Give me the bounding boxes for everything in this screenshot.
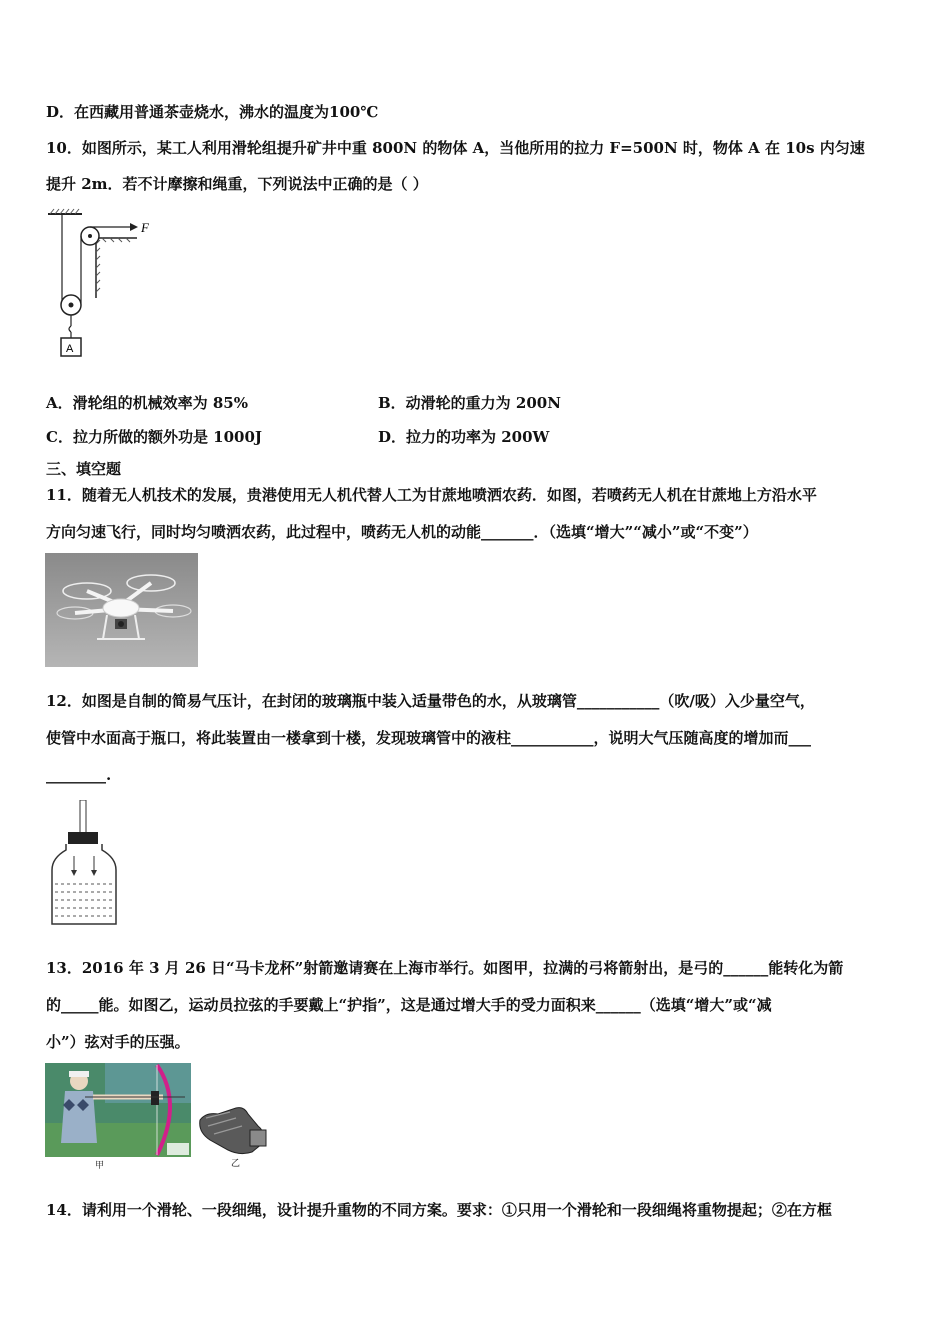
q9-option-d: D．在西藏用普通茶壶烧水，沸水的温度为100℃ [46, 103, 379, 121]
q10-option-d: D．拉力的功率为 200W [378, 428, 550, 446]
q10-option-a: A．滑轮组的机械效率为 85% [46, 394, 248, 412]
section-title: 三、填空题 [46, 460, 122, 478]
force-label-f: F [141, 220, 149, 235]
finger-guard-glove-figure [196, 1100, 272, 1158]
q13-text-line2: 的_____能。如图乙，运动员拉弦的手要戴上“护指”，这是通过增大手的受力面积来______（选填“增大”或“减 [46, 996, 772, 1014]
q12-text-line3: ________. [46, 766, 112, 784]
q11-text-line2: 方向匀速飞行，同时均匀喷洒农药，此过程中，喷药无人机的动能_______．（选填“增大”“减小”或“不变”） [46, 523, 758, 541]
q13-text-line1: 13．2016 年 3 月 26 日“马卡龙杯”射箭邀请赛在上海市举行。如图甲，拉满的弓将箭射出，是弓的______能转化为箭 [46, 959, 844, 977]
q10-text-line2: 提升 2m．若不计摩擦和绳重，下列说法中正确的是（ ） [46, 175, 428, 193]
q14-text-line1: 14．请利用一个滑轮、一段细绳，设计提升重物的不同方案。要求：①只用一个滑轮和一段细绳将重物提起；②在方框 [46, 1201, 832, 1219]
q10-option-c: C．拉力所做的额外功是 1000J [46, 428, 263, 446]
q10-option-b: B．动滑轮的重力为 200N [378, 394, 561, 412]
block-a-label: A [66, 343, 74, 355]
q10-text-line1: 10．如图所示，某工人利用滑轮组提升矿井中重 800N 的物体 A，当他所用的拉力 F=500N 时，物体 A 在 10s 内匀速 [46, 139, 865, 157]
q12-text-line2: 使管中水面高于瓶口，将此装置由一楼拿到十楼，发现玻璃管中的液柱___________，说明大气压随高度的增加而___ [46, 729, 812, 747]
q11-text-line1: 11．随着无人机技术的发展，贵港使用无人机代替人工为甘蔗地喷洒农药．如图，若喷药无人机在甘蔗地上方沿水平 [46, 486, 817, 504]
caption-yi: 乙 [231, 1159, 241, 1169]
drone-photo [45, 553, 198, 667]
q13-text-line3: 小”）弦对手的压强。 [46, 1033, 190, 1051]
caption-jia: 甲 [95, 1161, 105, 1171]
q12-text-line1: 12．如图是自制的简易气压计，在封闭的玻璃瓶中装入适量带色的水，从玻璃管___________（吹/吸）入少量空气， [46, 692, 815, 710]
archery-photo [45, 1063, 191, 1157]
barometer-bottle-figure [50, 800, 120, 928]
pulley-system-figure [42, 208, 162, 363]
